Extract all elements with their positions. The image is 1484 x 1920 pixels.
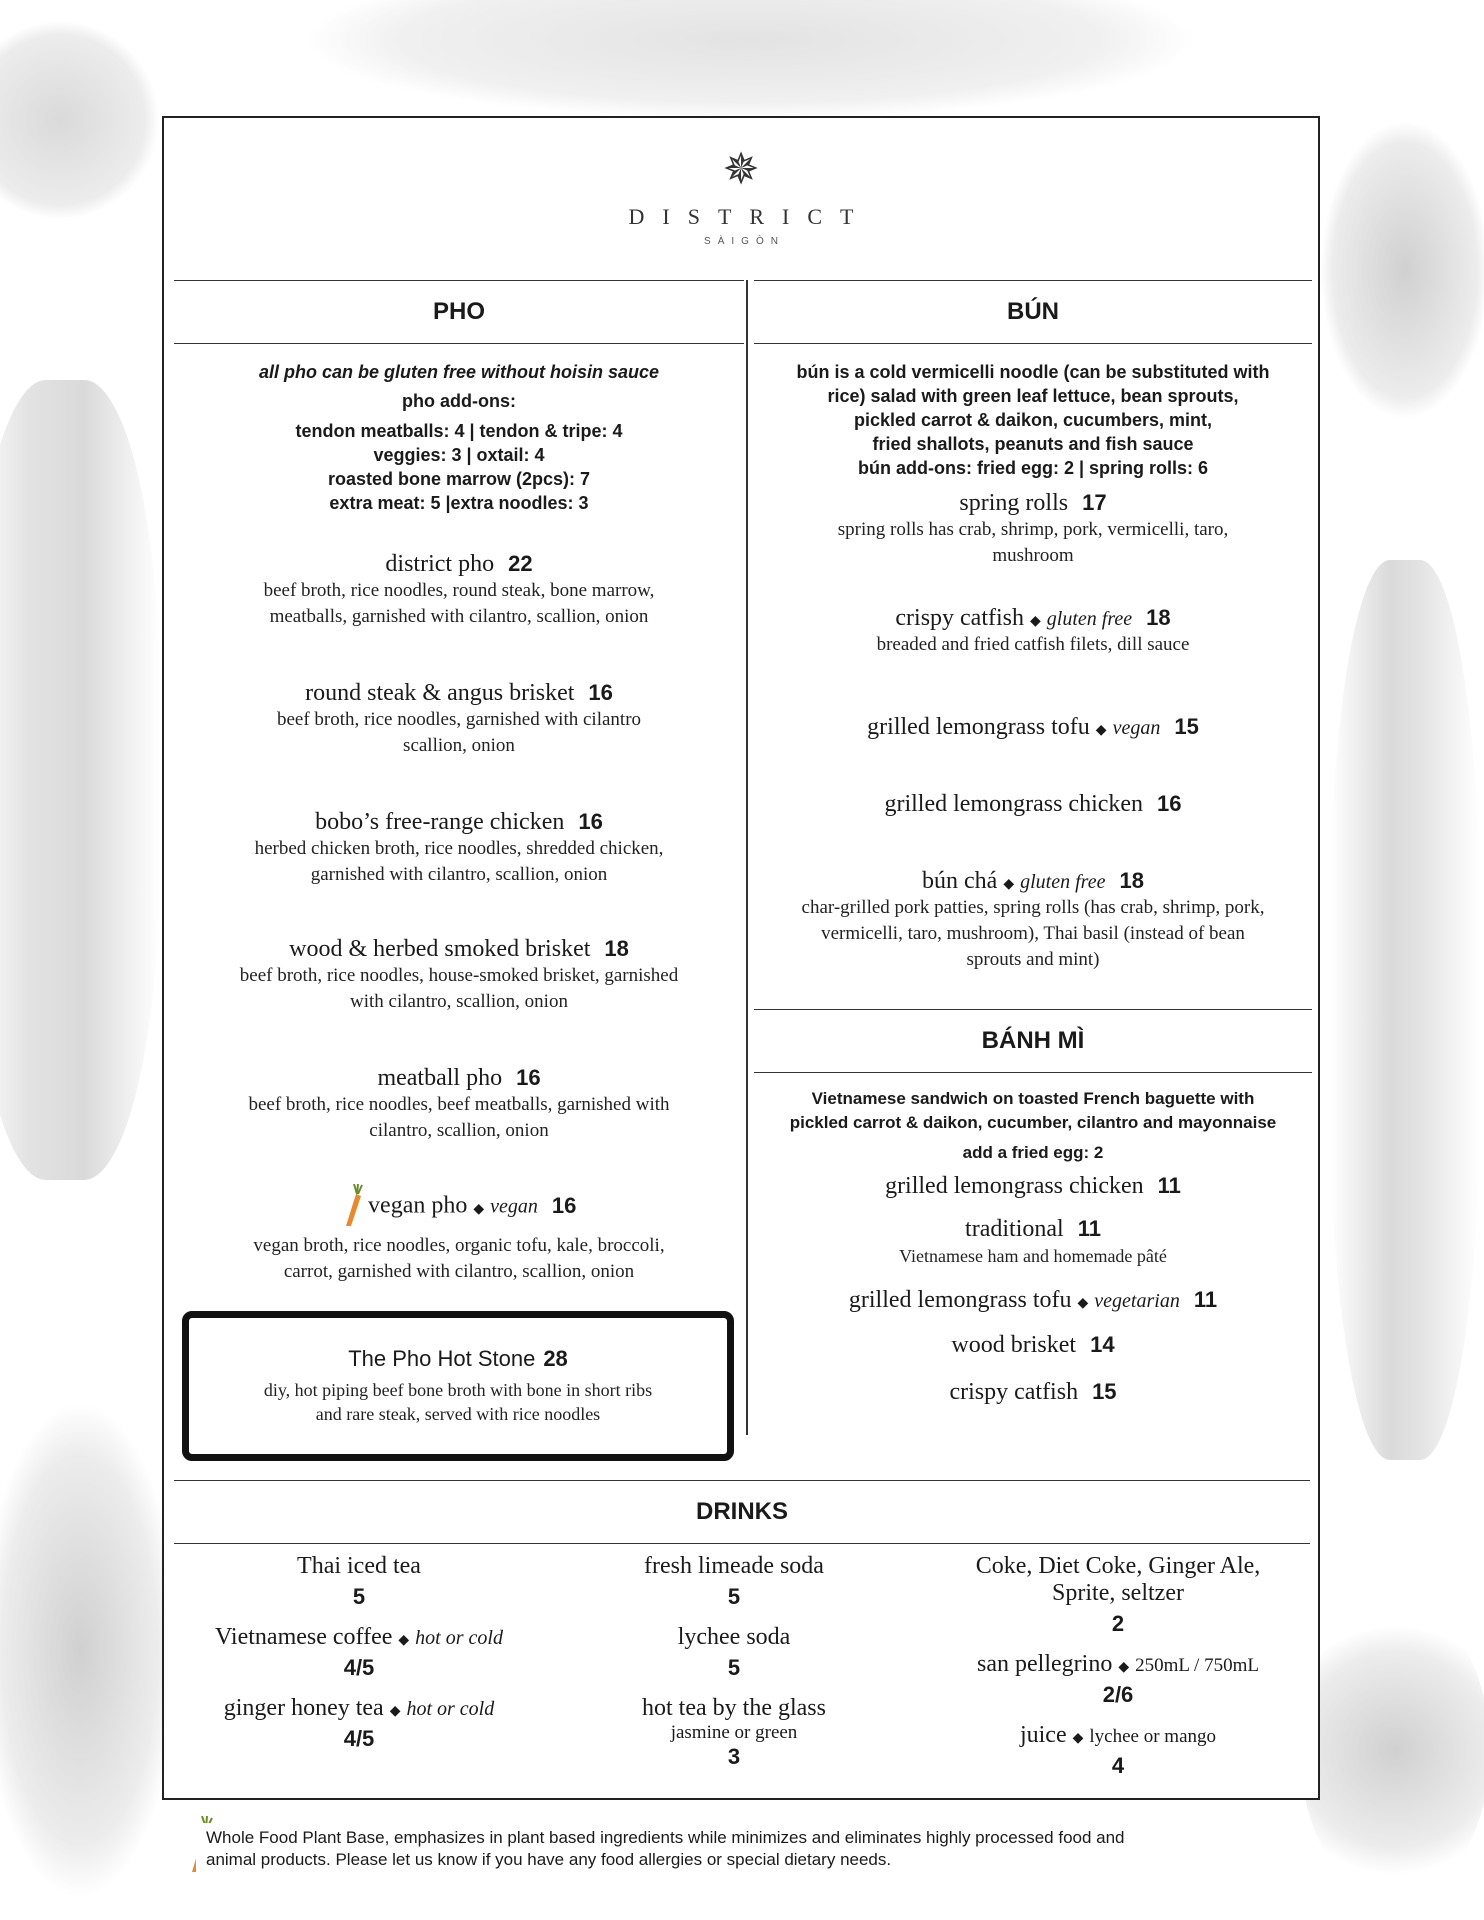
decorative-vegetable-illustration [300, 0, 1200, 120]
decorative-vegetable-illustration [0, 1400, 180, 1900]
diamond-icon: ◆ [1072, 1731, 1084, 1746]
bun-section [754, 280, 1312, 1406]
pho-addons-title: pho add-ons: [402, 391, 516, 411]
menu-item: grilled lemongrass tofu ◆ vegan 15 [867, 714, 1199, 740]
banhmi-note: Vietnamese sandwich on toasted French baguette with pickled carrot & daikon, cucumber, cilantro and mayonnaise [789, 1089, 1277, 1132]
section-title: BÚN [754, 280, 1312, 344]
menu-item: spring rolls 17 spring rolls has crab, shrimp, pork, vermicelli, taro, mushroom [837, 490, 1229, 566]
menu-item: bobo’s free-range chicken 16 herbed chicken broth, rice noodles, shredded chicken, garnished with cilantro, scallion, onion [254, 809, 664, 885]
menu-item: round steak & angus brisket 16 beef broth, rice noodles, garnished with cilantro scallion, onion [276, 680, 642, 756]
menu-item: grilled lemongrass chicken 16 [884, 791, 1182, 817]
drinks-column: fresh limeade soda 5 lychee soda 5 hot tea by the glass jasmine or green 3 [642, 1553, 826, 1769]
brand-sub: SÀIGÒN [704, 236, 785, 247]
menu-item: wood brisket 14 [951, 1332, 1115, 1358]
section-title: DRINKS [174, 1480, 1310, 1544]
hotstone-box: The Pho Hot Stone 28 diy, hot piping beef bone broth with bone in short ribs and rare steak, served with rice noodles [182, 1311, 734, 1461]
section-title: PHO [174, 280, 744, 344]
column-divider [746, 280, 748, 1435]
banhmi-addon: add a fried egg: 2 [962, 1143, 1104, 1162]
menu-item: bún chá ◆ gluten free 18 char-grilled pork patties, spring rolls (has crab, shrimp, pork, vermicelli, taro, mushroom), Thai basil (instead of bean sprouts and mint) [801, 868, 1265, 970]
diamond-icon: ◆ [389, 1704, 401, 1719]
diamond-icon: ◆ [398, 1633, 410, 1648]
menu-item: vegan pho ◆ vegan 16 vegan broth, rice noodles, organic tofu, kale, broccoli, carrot, garnished with cilantro, scallion, onion [174, 1184, 744, 1285]
diamond-icon: ◆ [1003, 875, 1015, 891]
brand-logo [164, 145, 1318, 247]
menu-sheet [162, 116, 1320, 1800]
menu-item: grilled lemongrass tofu ◆ vegetarian 11 [848, 1287, 1218, 1313]
decorative-vegetable-illustration [1320, 120, 1484, 420]
menu-item: meatball pho 16 beef broth, rice noodles, beef meatballs, garnished with cilantro, scallion, onion [248, 1065, 670, 1141]
drinks-section [174, 1480, 1310, 1544]
diamond-icon: ◆ [1118, 1660, 1130, 1675]
menu-item: district pho 22 beef broth, rice noodles, round steak, bone marrow, meatballs, garnished with cilantro, scallion, onion [263, 551, 655, 627]
menu-item: wood & herbed smoked brisket 18 beef broth, rice noodles, house-smoked brisket, garnished with cilantro, scallion, onion [239, 936, 679, 1012]
pho-note: all pho can be gluten free without hoisin sauce [258, 362, 660, 382]
diamond-icon: ◆ [1077, 1294, 1089, 1310]
decorative-vegetable-illustration [0, 380, 160, 1180]
menu-item: grilled lemongrass chicken 11 [885, 1173, 1181, 1199]
decorative-vegetable-illustration [1330, 560, 1480, 1460]
drinks-column: Coke, Diet Coke, Ginger Ale, Sprite, seltzer 2 san pellegrino ◆ 250mL / 750mL 2/6 juice ◆ lychee or mango 4 [975, 1553, 1261, 1778]
pho-addons: tendon meatballs: 4 | tendon & tripe: 4 veggies: 3 | oxtail: 4 roasted bone marrow (2pcs): 7 extra meat: 5 |extra noodles: 3 [295, 421, 623, 513]
drinks-column: Thai iced tea 5 Vietnamese coffee ◆ hot or cold 4/5 ginger honey tea ◆ hot or cold 4/5 [215, 1553, 503, 1751]
bun-note: bún is a cold vermicelli noodle (can be substituted with rice) salad with green leaf lettuce, bean sprouts, pickled carrot & daikon, cucumbers, mint, fried shallots, peanuts and fish sauce bún add-ons: fried egg: 2 | spring rolls: 6 [796, 362, 1270, 478]
footer-note: Whole Food Plant Base, emphasizes in plant based ingredients while minimizes and eliminates highly processed food and animal products. Please let us know if you have any food allergies or special dietary needs. [196, 1823, 1306, 1875]
diamond-icon: ◆ [473, 1199, 485, 1216]
diamond-icon: ◆ [1030, 612, 1041, 628]
diamond-icon: ◆ [1095, 721, 1107, 737]
pho-section [174, 280, 744, 1285]
decorative-vegetable-illustration [0, 20, 160, 220]
star-anise-icon: ✵ [722, 145, 760, 194]
section-title: BÁNH MÌ [754, 1009, 1312, 1073]
menu-item: crispy catfish 15 [949, 1379, 1117, 1405]
menu-item: crispy catfish ◆ gluten free 18 breaded and fried catfish filets, dill sauce [876, 605, 1190, 655]
menu-item: traditional 11 Vietnamese ham and homemade pâté [899, 1216, 1167, 1266]
brand-name: DISTRICT [628, 204, 872, 229]
decorative-vegetable-illustration [1300, 1600, 1484, 1900]
carrot-icon [342, 1184, 364, 1233]
